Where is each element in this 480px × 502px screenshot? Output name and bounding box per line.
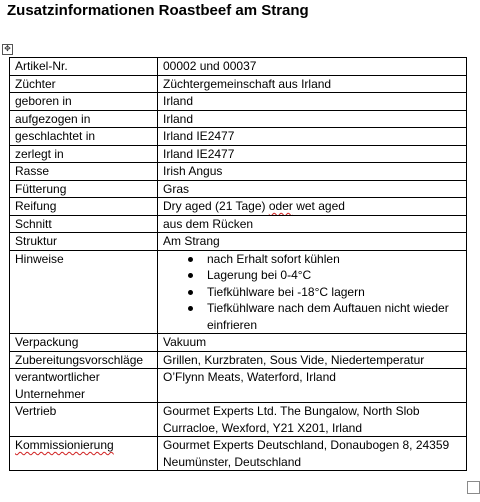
list-item: Lagerung bei 0-4°C (163, 267, 461, 284)
row-label: aufgezogen in (10, 110, 158, 128)
row-label: verantwortlicher Unternehmer (10, 369, 158, 403)
table-row (10, 58, 467, 76)
row-label: geboren in (10, 93, 158, 111)
table-row (10, 128, 467, 146)
table-row (10, 334, 467, 352)
row-label: Artikel-Nr. (10, 58, 158, 76)
table-row (10, 437, 467, 471)
list-item: nach Erhalt sofort kühlen (163, 251, 461, 268)
table-row (10, 198, 467, 216)
table-row (10, 233, 467, 251)
row-value: aus dem Rücken (158, 215, 467, 233)
row-value: Gourmet Experts Deutschland, Donaubogen 8, 24359 Neumünster, Deutschland (158, 437, 467, 471)
document-title: Zusatzinformationen Roastbeef am Strang (7, 2, 309, 19)
row-value: Am Strang (158, 233, 467, 251)
row-value: Irland IE2477 (158, 145, 467, 163)
row-value: O’Flynn Meats, Waterford, Irland (158, 369, 467, 403)
table-row (10, 403, 467, 437)
spellcheck-flagged-word: oder (268, 199, 293, 213)
row-value: Grillen, Kurzbraten, Sous Vide, Niedertemperatur (158, 351, 467, 369)
table-row (10, 163, 467, 181)
row-label: Reifung (10, 198, 158, 216)
row-value: Irland IE2477 (158, 128, 467, 146)
row-label: Hinweise (10, 250, 158, 334)
row-label: zerlegt in (10, 145, 158, 163)
value-part: wet aged (292, 199, 345, 213)
row-label: Verpackung (10, 334, 158, 352)
row-label: Kommissionierung (10, 437, 158, 471)
list-item: Tiefkühlware nach dem Auftauen nicht wieder einfrieren (163, 300, 461, 333)
table-resize-handle[interactable] (467, 481, 480, 494)
row-label: Schnitt (10, 215, 158, 233)
row-label: Struktur (10, 233, 158, 251)
table-row (10, 351, 467, 369)
table-row (10, 110, 467, 128)
table-move-handle-icon[interactable]: ✥ (2, 44, 13, 55)
row-value: Irland (158, 93, 467, 111)
row-value: Züchtergemeinschaft aus Irland (158, 75, 467, 93)
row-value: Irish Angus (158, 163, 467, 181)
table-row (10, 180, 467, 198)
row-value: 00002 und 00037 (158, 58, 467, 76)
row-label: Rasse (10, 163, 158, 181)
row-value: Gras (158, 180, 467, 198)
row-value: Irland (158, 110, 467, 128)
table-row (10, 145, 467, 163)
row-value: Gourmet Experts Ltd. The Bungalow, North Slob Curracloe, Wexford, Y21 X201, Irland (158, 403, 467, 437)
row-label: Zubereitungsvorschläge (10, 351, 158, 369)
hinweise-list (163, 251, 461, 334)
list-item: Tiefkühlware bei -18°C lagern (163, 284, 461, 301)
product-info-table (9, 57, 467, 471)
row-label: geschlachtet in (10, 128, 158, 146)
row-value (158, 198, 467, 216)
table-row (10, 369, 467, 403)
table-row (10, 75, 467, 93)
row-label: Fütterung (10, 180, 158, 198)
row-label: Züchter (10, 75, 158, 93)
table-row (10, 215, 467, 233)
row-value: Vakuum (158, 334, 467, 352)
value-part: Dry aged (21 Tage) (163, 199, 269, 213)
row-label: Vertrieb (10, 403, 158, 437)
row-value (158, 250, 467, 334)
table-row (10, 250, 467, 334)
table-row (10, 93, 467, 111)
